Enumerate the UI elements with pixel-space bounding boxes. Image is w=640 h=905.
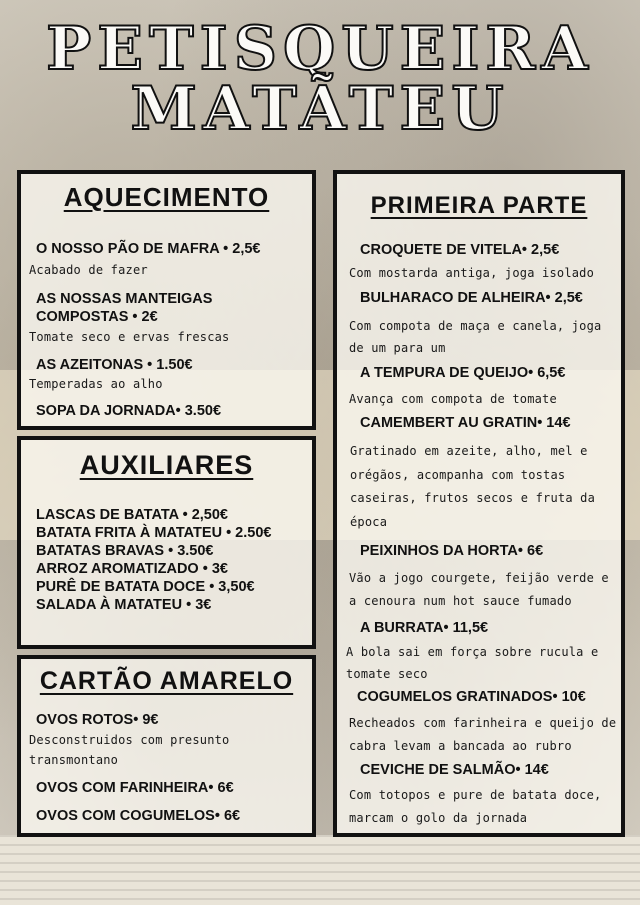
menu-item-name: CAMEMBERT AU GRATIN• 14€ [360, 415, 571, 431]
menu-item-description: Com totopos e pure de batata doce, marcam o golo da jornada [349, 788, 602, 825]
menu-item-description: Com compota de maça e canela, joga de um para um [349, 319, 602, 355]
restaurant-title-line2: MATÃTEU [130, 74, 510, 144]
background-newspaper-footer [0, 835, 640, 905]
menu-item-name: SALADA À MATATEU • 3€ [36, 597, 212, 613]
menu-item-name: OVOS COM FARINHEIRA• 6€ [36, 780, 234, 796]
menu-item-name: A BURRATA• 11,5€ [360, 620, 489, 636]
section-heading: AQUECIMENTO [63, 182, 270, 212]
section-auxiliares [17, 436, 316, 649]
menu-item-name: BULHARACO DE ALHEIRA• 2,5€ [360, 290, 583, 306]
menu-item-name: BATATA FRITA À MATATEU • 2.50€ [36, 525, 272, 541]
menu-item-description: Avança com compota de tomate [349, 392, 557, 406]
menu-item-name: O NOSSO PÃO DE MAFRA • 2,5€ [36, 241, 261, 257]
menu-item-name: LASCAS DE BATATA • 2,50€ [36, 507, 228, 523]
menu-item-name-continued: COMPOSTAS • 2€ [36, 309, 158, 325]
menu-item-name: ARROZ AROMATIZADO • 3€ [36, 561, 228, 577]
menu-item-description: A bola sai em força sobre rucula e tomate seco [346, 645, 599, 681]
section-heading: CARTÃO AMARELO [39, 667, 294, 695]
section-heading: PRIMEIRA PARTE [370, 192, 588, 219]
section-aquecimento [17, 170, 316, 430]
menu-item-description: Vão a jogo courgete, feijão verde e a cenoura num hot sauce fumado [349, 571, 609, 608]
restaurant-title-line1: PETISQUEIRA [46, 14, 594, 84]
section-primeira-parte [333, 170, 625, 837]
menu-item-description: Temperadas ao alho [29, 377, 163, 391]
menu-item-name: COGUMELOS GRATINADOS• 10€ [357, 689, 586, 705]
menu-item-name: A TEMPURA DE QUEIJO• 6,5€ [360, 365, 566, 381]
menu-item-name: AS AZEITONAS • 1.50€ [36, 357, 193, 373]
menu-item-description: Recheados com farinheira e queijo de cabra levam a bancada ao rubro [349, 716, 617, 753]
menu-item-name: OVOS ROTOS• 9€ [36, 712, 159, 728]
menu-item-name: AS NOSSAS MANTEIGAS [36, 291, 213, 307]
section-heading: AUXILIARES [79, 450, 254, 480]
menu-item-name: PEIXINHOS DA HORTA• 6€ [360, 543, 544, 559]
menu-item-description: Acabado de fazer [29, 263, 148, 277]
menu-item-name: CEVICHE DE SALMÃO• 14€ [360, 762, 549, 778]
menu-item-description: Gratinado em azeite, alho, mel e orégãos, acompanha com tostas caseiras, frutos secos e fruta da época [350, 444, 596, 529]
menu-item-name: PURÊ DE BATATA DOCE • 3,50€ [36, 579, 255, 595]
menu-item-description: Com mostarda antiga, joga isolado [349, 266, 595, 280]
menu-item-description: Tomate seco e ervas frescas [29, 330, 230, 344]
menu-item-name: SOPA DA JORNADA• 3.50€ [36, 403, 222, 419]
menu-item-description: Desconstruidos com presunto transmontano [29, 733, 230, 767]
menu-item-name: CROQUETE DE VITELA• 2,5€ [360, 242, 560, 258]
menu-item-name: OVOS COM COGUMELOS• 6€ [36, 808, 241, 824]
menu-item-name: BATATAS BRAVAS • 3.50€ [36, 543, 214, 559]
section-cartao-amarelo [17, 655, 316, 837]
